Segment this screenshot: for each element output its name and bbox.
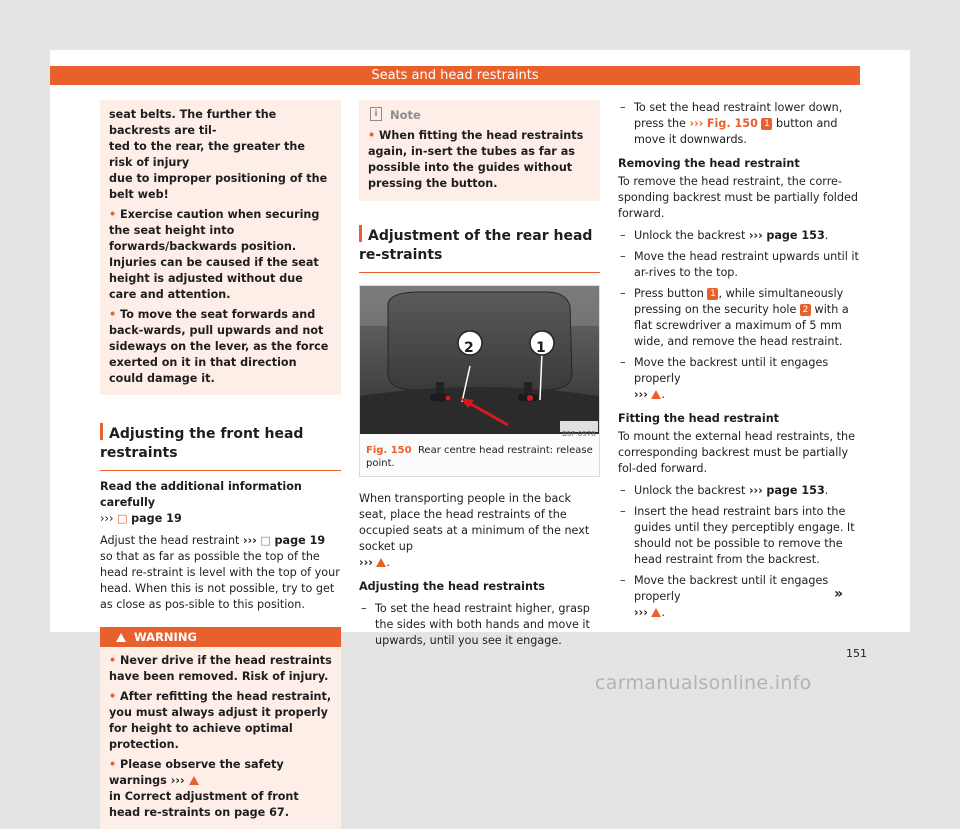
warning-title-bar: WARNING (100, 627, 341, 647)
adjust-paragraph: Adjust the head restraint ››› □ page 19 so that as far as possible the top of the head re-straint is level with the top of your head. When this is not possible, try to get as close as pos-sible to this position. (100, 534, 340, 611)
book-icon: □ (260, 534, 271, 547)
box-line: seat belts. The further the backrests are til- (109, 108, 277, 137)
note-title: i Note (368, 107, 591, 123)
arrow-icon: ››› (100, 512, 114, 525)
head-restraint-photo (360, 286, 599, 434)
column-1 (100, 100, 341, 829)
warning-box (100, 627, 341, 829)
section-heading: Adjustment of the rear head re-straints (359, 219, 600, 273)
warning-icon (651, 390, 661, 399)
note-box (359, 100, 600, 201)
arrow-icon: ››› (634, 606, 648, 619)
arrow-icon: ››› (243, 534, 257, 547)
bullet-icon: • (109, 208, 121, 221)
bullet-icon: • (109, 690, 121, 703)
number-badge: 1 (761, 118, 772, 130)
sub-heading: Adjusting the head restraints (359, 580, 545, 593)
warning-icon (189, 776, 199, 785)
step-item: – Press button 1 , while simultaneously pressing on the security hole 2 with a flat screwdriver a maximum of 5 mm wide, and remove the head restraint. (618, 286, 859, 350)
bullet-icon: • (109, 308, 121, 321)
page-header: Seats and head restraints (50, 66, 860, 85)
box-line: ted to the rear, the greater the risk of injury (109, 140, 305, 169)
step-item: – Unlock the backrest ››› page 153. (618, 483, 859, 499)
read-info: Read the additional information carefully ››› □ page 19 (100, 480, 302, 525)
callout-2: 2 (464, 340, 474, 356)
figure-caption: Fig. 150 Rear centre head restraint: release point. (366, 445, 593, 469)
step-item: – Insert the head restraint bars into the guides until they perceptibly engage. It should not be possible to remove the head restraint from the backrest. (618, 504, 859, 568)
warning-bullet: • Never drive if the head restraints have been removed. Risk of injury. (109, 654, 332, 683)
step-item: – Move the backrest until it engages properly ››› . (618, 355, 859, 403)
arrow-icon: ››› (748, 229, 763, 242)
warning-icon (376, 558, 386, 567)
figure-code: B5F-0978 (562, 430, 596, 438)
figure (359, 285, 600, 477)
figure-link[interactable]: Fig. 150 (706, 117, 758, 130)
step-item: – Move the backrest until it engages properly ››› . (618, 573, 859, 621)
warning-continued-box (100, 100, 341, 395)
number-badge: 1 (707, 288, 718, 300)
watermark: carmanualsonline.info (595, 672, 812, 694)
box-bullet: • To move the seat forwards and back-wards, pull upwards and not sideways on the lever, as the force exerted on it in that direction could damage it. (109, 308, 329, 385)
page-link[interactable]: page 153 (766, 229, 825, 242)
bullet-icon: • (109, 654, 121, 667)
warning-bullet: • After refitting the head restraint, you must always adjust it properly for height to achieve optimal protection. (109, 690, 332, 751)
heading-bar (100, 423, 103, 440)
column-2 (359, 100, 600, 654)
arrow-icon: ››› (634, 388, 648, 401)
step-item: – Move the head restraint upwards until it ar-rives to the top. (618, 249, 859, 281)
warning-icon (116, 633, 126, 642)
arrow-icon: ››› (689, 117, 704, 130)
step-item: – Unlock the backrest ››› page 153. (618, 228, 859, 244)
warning-bullet: • Please observe the safety warnings ››› in Correct adjustment of front head re-straints on page 67. (109, 758, 299, 819)
page-link[interactable]: page 153 (766, 484, 825, 497)
box-bullet: • Exercise caution when securing the seat height into forwards/backwards position. Injuries can be caused if the seat height is adjusted without due care and attention. (109, 208, 320, 301)
number-badge: 2 (800, 304, 811, 316)
heading-bar (359, 225, 362, 242)
step-item: – To set the head restraint lower down, press the ››› Fig. 150 1 button and move it downwards. (618, 100, 859, 148)
bullet-icon: • (368, 129, 380, 142)
section-heading: Adjusting the front head restraints (100, 417, 341, 471)
transport-paragraph: When transporting people in the back seat, place the head restraints of the occupied seats at a minimum of the next socket up ››› . (359, 492, 590, 569)
info-icon: i (370, 107, 382, 121)
arrow-icon: ››› (748, 484, 763, 497)
sub-heading: Fitting the head restraint (618, 412, 780, 425)
remove-paragraph: To remove the head restraint, the corre-sponding backrest must be partially folded forward. (618, 175, 858, 220)
box-line: due to improper positioning of the belt web! (109, 172, 328, 201)
column-3 (618, 100, 859, 626)
note-bullet: • When fitting the head restraints again, in-sert the tubes as far as possible into the guides without pressing the button. (368, 129, 584, 190)
page-link[interactable]: page 19 (274, 534, 326, 547)
continue-mark: » (834, 586, 844, 602)
step-item: – To set the head restraint higher, grasp the sides with both hands and move it upwards, until you see it engage. (359, 601, 600, 649)
arrow-icon: ››› (170, 774, 185, 787)
warning-icon (651, 608, 661, 617)
page-number: 151 (846, 647, 867, 660)
book-icon: □ (116, 512, 128, 525)
arrow-icon: ››› (359, 556, 373, 569)
callout-1: 1 (536, 340, 546, 356)
fit-paragraph: To mount the external head restraints, the corresponding backrest must be partially fol-ded forward. (618, 430, 855, 475)
bullet-icon: • (109, 758, 121, 771)
sub-heading: Removing the head restraint (618, 157, 800, 170)
